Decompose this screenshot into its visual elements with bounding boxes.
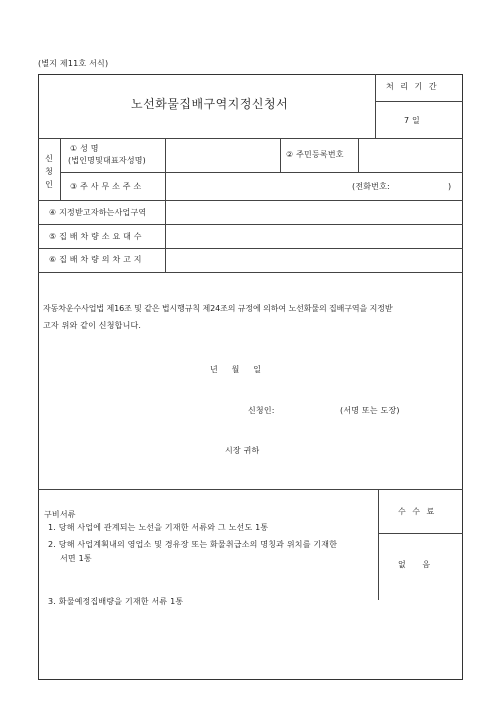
application-statement-line-2: 고자 위와 같이 신청합니다. xyxy=(43,321,142,330)
address-label: ③ 주 사 무 소 주 소 xyxy=(70,182,142,191)
application-statement-line-1: 자동차운수사업법 제16조 및 같은 법시행규칙 제24조의 규정에 의하여 노선화물의 집배구역을 지정받 xyxy=(43,304,393,313)
applicant-side-label: 신 청 인 xyxy=(45,154,53,189)
form-number-note: (별지 제11호 서식) xyxy=(38,59,109,68)
date-line: 년 월 일 xyxy=(210,365,262,374)
business-area-label: ④ 지정받고자하는사업구역 xyxy=(49,208,147,217)
name-sublabel: (법인명및대표자성명) xyxy=(68,156,146,165)
name-label: ① 성 명 xyxy=(70,144,99,153)
processing-period-label: 처 리 기 간 xyxy=(386,82,439,91)
required-document-1: 1. 당해 사업에 관계되는 노선을 기재한 서류와 그 노선도 1통 xyxy=(48,523,269,532)
required-document-2-cont: 서면 1통 xyxy=(60,554,92,563)
registration-number-label: ② 주민등록번호 xyxy=(286,150,344,159)
fee-label: 수 수 료 xyxy=(398,507,437,516)
applicant-signature-label: 신청인: xyxy=(248,406,275,415)
phone-close: ) xyxy=(448,182,452,191)
fee-value: 없 음 xyxy=(398,560,431,569)
required-document-3: 3. 화물예정집배량을 기재한 서류 1통 xyxy=(48,597,184,606)
required-documents-heading: 구비서류 xyxy=(44,510,76,519)
vehicle-count-label: ⑤ 집 배 차 량 소 요 대 수 xyxy=(49,232,142,241)
processing-period-value: 7 일 xyxy=(404,116,420,125)
required-document-2: 2. 당해 사업계획내의 영업소 및 경유장 또는 화물취급소의 명칭과 위치를 기재한 xyxy=(48,540,338,549)
signature-or-seal-note: (서명 또는 도장) xyxy=(340,406,400,415)
form-title: 노선화물집배구역지정신청서 xyxy=(131,97,289,111)
garage-location-label: ⑥ 집 배 차 량 의 차 고 지 xyxy=(49,255,142,264)
phone-label: (전화번호: xyxy=(352,182,390,191)
addressee: 시장 귀하 xyxy=(225,446,260,455)
